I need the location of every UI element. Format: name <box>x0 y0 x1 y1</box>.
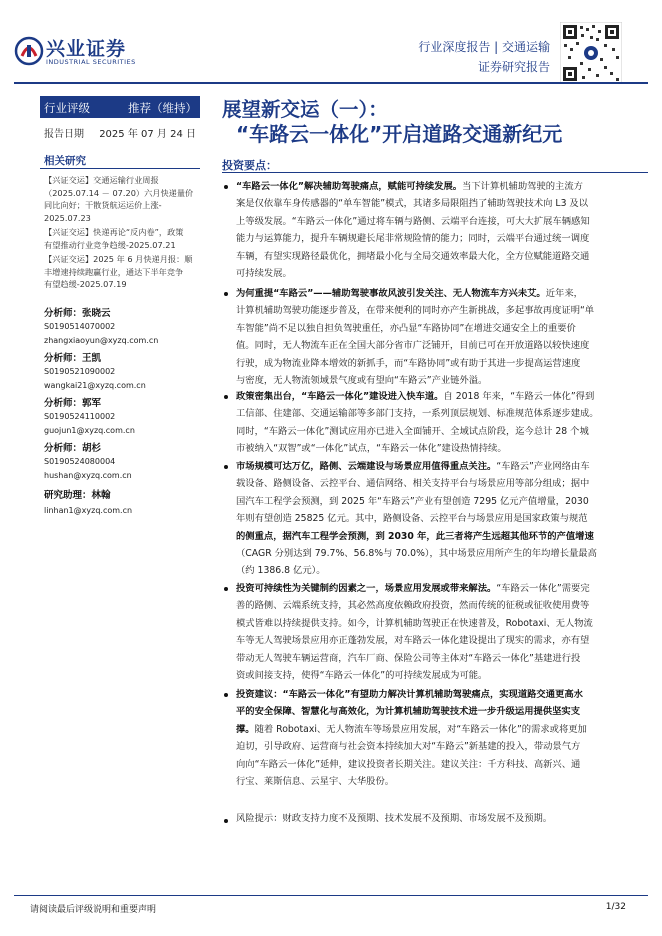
industry-rating-bar <box>40 96 200 118</box>
body-text: 国汽车工程学会预测，到 2025 年“车路云”产业有望创造 7295 亿元产值增量，2030 <box>236 495 589 507</box>
paragraph-line <box>236 285 656 302</box>
body-text: 工信部、住建部、交通运输部等多部门支持，一系列顶层规划、标准规范体系逐步建成。 <box>236 408 599 420</box>
body-text: 车等无人驾驶场景应用亦正蓬勃发展，对车路云一体化建设提出了现实的需求，亦有望 <box>236 635 590 647</box>
report-title-line1: 展望新交运（一）： <box>222 98 388 121</box>
paragraph-line <box>236 721 656 738</box>
related-line[interactable]: 有望趋缓-2025.07.19 <box>44 279 127 289</box>
paragraph-line <box>236 597 656 614</box>
paragraph-line <box>236 528 656 545</box>
paragraph-line <box>236 320 656 337</box>
report-date <box>44 125 196 140</box>
bold-text: 平的安全保障、智慧化与高效化，为计算机辅助驾驶技术进一步升级运用提供坚实支 <box>236 706 580 718</box>
analyst-email[interactable]: guojun1@xyzq.com.cn <box>44 426 135 435</box>
investment-point <box>236 458 656 580</box>
body-text: 市被纳入“双智”或“一体化”试点，“车路云一体化”建设热情持续。 <box>236 443 507 455</box>
paragraph-line <box>236 372 656 389</box>
bullet-icon <box>224 395 228 399</box>
analyst-name: 分析师：郭军 <box>44 398 102 409</box>
paragraph-line <box>236 265 656 282</box>
paragraph-line <box>236 738 656 755</box>
brand-name-en: INDUSTRIAL SECURITIES <box>46 58 136 66</box>
paragraph-line <box>236 667 656 684</box>
brand-name-cn: 兴业证券 <box>46 38 127 60</box>
report-type: 行业深度报告 | 交通运输 <box>418 40 550 54</box>
paragraph-line <box>236 510 656 527</box>
investment-points-title: 投资要点： <box>222 159 277 172</box>
paragraph-line <box>236 703 656 720</box>
body-text: 计算机辅助驾驶功能逐步普及，在带来便利的同时亦产生新挑战，多起事故再度证明“单 <box>236 305 595 317</box>
analyst-email[interactable]: wangkai21@xyzq.com.cn <box>44 381 146 390</box>
header-divider <box>14 82 648 84</box>
rating-value: 推荐（维持） <box>128 101 197 115</box>
body-text: 同时，“车路云一体化”测试应用亦已进入全面铺开、全域试点阶段，迄今总计 28 个城 <box>236 425 589 437</box>
related-line[interactable]: 2025.07.23 <box>44 212 91 223</box>
body-text: 案是仅依靠车身传感器的“单车智能”模式，其诸多局限阻挡了辅助驾驶技术向 L3 及以 <box>236 198 589 210</box>
body-text: 值。同时，无人物流车正在全国大部分省市广泛铺开，目前已可在开放道路以较快速度 <box>236 340 590 352</box>
related-line[interactable]: 【兴证交运】快递再论“反内卷”，政策 <box>44 227 184 237</box>
paragraph-line <box>236 440 656 457</box>
investment-point <box>236 388 656 458</box>
paragraph-line <box>236 562 656 579</box>
bold-text: 市场规模可达万亿，路侧、云端建设与场景应用值得重点关注。 <box>236 461 497 472</box>
paragraph-line <box>236 615 656 632</box>
investment-point <box>236 178 656 282</box>
bullet-icon <box>224 819 228 823</box>
risk-warning: 风险提示：财政支持力度不及预期、技术发展不及预期、市场发展不及预期。 <box>236 813 553 824</box>
footer-disclaimer[interactable]: 请阅读最后评级说明和重要声明 <box>30 905 157 915</box>
investment-point <box>236 580 656 684</box>
bullet-icon <box>224 587 228 591</box>
body-text: 带动无人驾驶车辆运营商，汽车厂商、保险公司等主体对“车路云一体化”基建进行投 <box>236 652 581 664</box>
body-text: 随着 Robotaxi、无人物流车等场景应用发展，对“车路云一体化”的需求或将更加 <box>254 723 587 735</box>
paragraph-line <box>236 388 656 405</box>
body-text: 当下计算机辅助驾驶的主流方 <box>462 181 583 192</box>
related-line[interactable]: 【兴证交运】交通运输行业周报 <box>44 175 159 185</box>
paragraph-line <box>236 773 656 790</box>
related-line[interactable]: （2025.07.14 － 07.20）六月快递量价 <box>44 187 194 198</box>
body-text: 善的路侧、云端系统支持，其必然高度依赖政府投资，然而传统的征税或征收使用费等 <box>236 600 590 612</box>
paragraph-line <box>236 230 656 247</box>
related-divider <box>40 168 200 169</box>
analyst-cert: S0190524080004 <box>44 457 116 466</box>
body-text: 能力与运算能力，提升车辆规避长尾非常规险情的能力；同时，云端平台通过统一调度 <box>236 233 590 245</box>
body-text: 车智能”尚不足以独自担负驾驶重任，亦凸显“车路协同”在增进交通安全上的重要价 <box>236 322 576 334</box>
page-number: 1/32 <box>605 902 626 912</box>
body-text: 年则有望创造 25825 亿元。其中，路侧设备、云控平台与场景应用是国家政策与规范 <box>236 513 588 525</box>
analyst-name: 分析师：王凯 <box>44 353 102 364</box>
date-label: 报告日期 <box>44 129 84 140</box>
body-text: 与密度，无人物流领域景气度或有望向“车路云”产业链外溢。 <box>236 374 488 386</box>
paragraph-line <box>236 337 656 354</box>
analyst-name: 分析师：胡杉 <box>44 443 102 454</box>
bold-text: 投资可持续性为关键制约因素之一，场景应用发展或带来解法。 <box>236 583 497 594</box>
date-value: 2025 年 07 月 24 日 <box>99 129 196 140</box>
bold-text: “车路云一体化”解决辅助驾驶痛点，赋能可持续发展。 <box>236 181 463 192</box>
company-logo-icon <box>14 36 44 66</box>
paragraph-line <box>236 458 656 475</box>
related-research-title: 相关研究 <box>44 155 86 167</box>
qr-code-icon <box>560 22 622 84</box>
related-line[interactable]: 丰增速持续跑赢行业，通达下半年竞争 <box>44 266 184 277</box>
bullet-icon <box>224 292 228 296</box>
body-text: 模式皆难以持续提供支持。如今，计算机辅助驾驶正在快速普及，Robotaxi、无人物流 <box>236 617 593 629</box>
rating-label: 行业评级 <box>44 101 90 115</box>
section-divider <box>222 172 648 173</box>
bold-text: 政策密集出台，“车路云一体化”建设进入快车道。 <box>236 391 444 402</box>
paragraph-line <box>236 475 656 492</box>
analyst-email[interactable]: hushan@xyzq.com.cn <box>44 471 132 480</box>
body-text: 上等级发展。“车路云一体化”通过将车辆与路侧、云端平台连接，可大大扩展车辆感知 <box>236 215 590 227</box>
bold-text: 的侧重点，据汽车工程学会预测，到 2030 年，此三者将产生远超其他环节的产值增速 <box>236 530 594 542</box>
bold-text: 撑。 <box>236 723 255 735</box>
paragraph-line <box>236 355 656 372</box>
body-text: 可持续发展。 <box>236 267 292 279</box>
bullet-icon <box>224 185 228 189</box>
body-text: 行驶，成为物流业降本增效的新抓手，而“车路协同”或有助于其进一步提高运营速度 <box>236 357 581 369</box>
body-text: （CAGR 分别达到 79.7%、56.8%与 70.0%），其中场景应用所产生的年均增长量最高 <box>236 547 597 559</box>
paragraph-line <box>236 545 656 562</box>
bold-text: 为何重提“车路云”——辅助驾驶事故风波引发关注、无人物流车方兴未艾。 <box>236 288 546 299</box>
body-text: （约 1386.8 亿元）。 <box>236 565 326 577</box>
analyst-name: 分析师：张晓云 <box>44 308 111 319</box>
paragraph-line <box>236 248 656 265</box>
bold-text: 投资建议：“车路云一体化”有望助力解决计算机辅助驾驶痛点，实现道路交通更高水 <box>236 689 583 700</box>
body-text: 载设备、路侧设备、云控平台、通信网络、相关支持平台与场景应用等部分组成；据中 <box>236 478 590 490</box>
report-series: 证券研究报告 <box>477 60 550 74</box>
body-text: 向向“车路云一体化”延伸，建议投资者长期关注。建议关注：千方科技、高新兴、通 <box>236 758 581 770</box>
body-text: 迫切，引导政府、运营商与社会资本持续加大对“车路云”新基建的投入，带动景气方 <box>236 741 581 753</box>
paragraph-line <box>236 632 656 649</box>
paragraph-line <box>236 650 656 667</box>
investment-point <box>236 686 656 790</box>
paragraph-line <box>236 195 656 212</box>
paragraph-line <box>236 686 656 703</box>
body-text: 近年来， <box>545 288 583 299</box>
paragraph-line <box>236 302 656 319</box>
body-text: “车路云”产业网络由车 <box>496 461 590 472</box>
paragraph-line <box>236 493 656 510</box>
paragraph-line <box>236 213 656 230</box>
related-line[interactable]: 有望推动行业竞争趋缓-2025.07.21 <box>44 239 176 250</box>
body-text: 行宝、莱斯信息、云星宇、大华股份。 <box>236 775 395 787</box>
investment-point <box>236 285 656 389</box>
paragraph-line <box>236 405 656 422</box>
report-title-line2: “车路云一体化”开启道路交通新纪元 <box>236 122 563 146</box>
analyst-cert: S0190521090002 <box>44 367 116 376</box>
related-line[interactable]: 【兴证交运】2025 年 6 月快递月报：顺 <box>44 254 193 264</box>
analyst-cert: S0190514070002 <box>44 322 116 331</box>
assistant-name: 研究助理：林翰 <box>44 490 111 501</box>
bullet-icon <box>224 465 228 469</box>
footer-divider <box>14 895 648 896</box>
paragraph-line <box>236 178 656 195</box>
paragraph-line <box>236 580 656 597</box>
body-text: 资或间接支持，使得“车路云一体化”的可持续发展成为可能。 <box>236 669 488 681</box>
bullet-icon <box>224 693 228 697</box>
paragraph-line <box>236 756 656 773</box>
analyst-cert: S0190524110002 <box>44 412 116 421</box>
paragraph-line <box>236 423 656 440</box>
body-text: 车辆，有望实现路径最优化，拥堵最小化与全局交通效率最大化，全方位赋能道路交通 <box>236 250 590 262</box>
analyst-email[interactable]: zhangxiaoyun@xyzq.com.cn <box>44 336 159 345</box>
body-text: “车路云一体化”需要完 <box>496 583 590 594</box>
body-text: 自 2018 年来，“车路云一体化”得到 <box>443 391 595 402</box>
assistant-email[interactable]: linhan1@xyzq.com.cn <box>44 506 133 515</box>
related-line[interactable]: 同比向好；干散货航运运价上涨- <box>44 200 162 210</box>
